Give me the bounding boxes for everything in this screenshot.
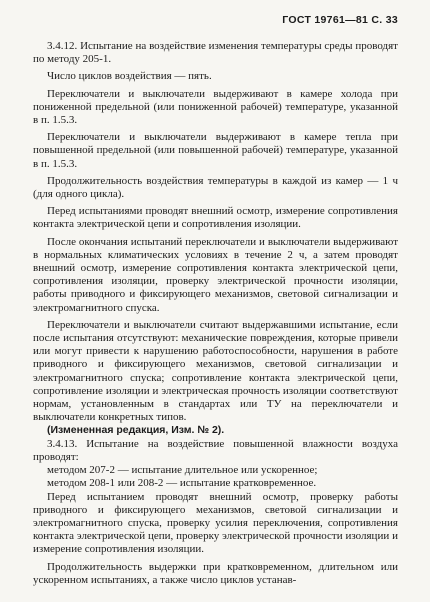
paragraph-duration: Продолжительность воздействия температуры в каждой из камер — 1 ч (для одного цикла). — [33, 174, 398, 201]
paragraph-pre-inspection: Перед испытаниями проводят внешний осмотр, измерение сопротивления контакта электрической цепи и сопротивления изоляции. — [33, 205, 398, 231]
paragraph-method-207: методом 207-2 — испытание длительное или ускоренное; — [47, 464, 318, 477]
paragraph-3-4-13: 3.4.13. Испытание на воздействие повышенной влажности воздуха проводят: — [33, 437, 398, 463]
running-header: ГОСТ 19761—81 С. 33 — [282, 14, 398, 26]
paragraph-pass-criteria: Переключатели и выключатели считают выдержавшими испытание, если после испытания отсутствуют: механические повреждения, которые привели или могут привести к нарушению работоспособности, нарушения в работе приводного и фиксирующего механизмов, световой сигнализации и электромагнитного спуска; сопротивление контакта электрической цепи, сопротивление изоляции и электрическая прочность изоляции соответствуют нормам, установленным в стандартах или ТУ на переключатели и выключатели конкретных типов. — [33, 318, 398, 424]
paragraph-cold-chamber: Переключатели и выключатели выдерживают в камере холода при пониженной предельной (или пониженной рабочей) температуре, указанной в п. 1.5.3. — [33, 87, 398, 127]
amendment-note: (Измененная редакция, Изм. № 2). — [47, 424, 225, 437]
paragraph-heat-chamber: Переключатели и выключатели выдерживают в камере тепла при повышенной предельной (или повышенной рабочей) температуре, указанной в п. 1.5.3. — [33, 131, 398, 170]
paragraph-post-test: После окончания испытаний переключатели и выключатели выдерживают в нормальных климатических условиях в течение 2 ч, а затем проводят внешний осмотр, измерение сопротивления контакта электрической цепи, сопротивления изоляции, проверку электрической прочности изоляции, работы приводного и фиксирующего механизмов, световой сигнализации и электромагнитного спуска. — [33, 235, 398, 314]
paragraph-humidity-duration: Продолжительность выдержки при кратковременном, длительном или ускоренном испытаниях, а также число циклов устанав- — [33, 560, 398, 586]
document-body — [33, 40, 398, 587]
paragraph-3-4-12: 3.4.12. Испытание на воздействие изменения температуры среды проводят по методу 205-1. — [33, 40, 398, 66]
paragraph-humidity-pre-inspection: Перед испытанием проводят внешний осмотр, проверку работы приводного и фиксирующего механизмов, световой сигнализации и электромагнитного спуска, проверку усилия переключения, сопротивления контакта электрической цепи, проверку электрической прочности изоляции и измерение сопротивления изоляции. — [33, 490, 398, 556]
paragraph-method-208: методом 208-1 или 208-2 — испытание кратковременное. — [47, 477, 317, 490]
paragraph-cycles: Число циклов воздействия — пять. — [47, 70, 212, 83]
